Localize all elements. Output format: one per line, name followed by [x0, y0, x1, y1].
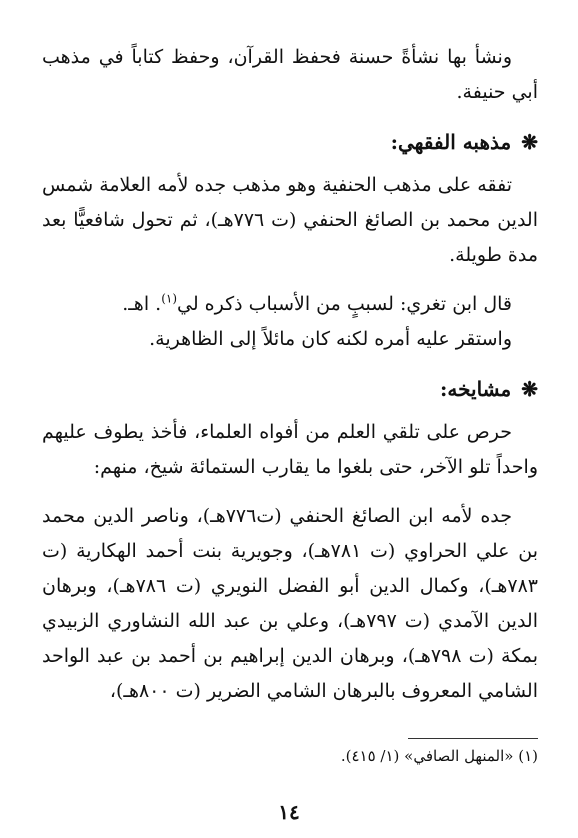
madhhab-paragraph-2 [42, 287, 538, 322]
page-number: ١٤ [278, 800, 300, 824]
footnotes-section [42, 738, 538, 767]
star-bullet-icon: ❋ [521, 130, 538, 154]
heading-madhhab [42, 124, 538, 160]
shuyukh-paragraph-1: حرص على تلقي العلم من أفواه العلماء، فأخذ يطوف عليهم واحداً تلو الآخر، حتى بلغوا ما يقارب الستمائة شيخ، منهم: [42, 421, 538, 478]
heading-shuyukh-text: مشايخه: [440, 377, 512, 401]
footnote-1: (١) «المنهل الصافي» (١/ ٤١٥). [340, 747, 538, 765]
footnote-divider [408, 738, 538, 739]
quote-end: . اهـ. [122, 293, 162, 315]
footnote-reference: (١) [161, 291, 178, 306]
heading-shuyukh [42, 371, 538, 407]
madhhab-paragraph-3: واستقر عليه أمره لكنه كان مائلاً إلى الظاهرية. [149, 328, 512, 350]
heading-madhhab-text: مذهبه الفقهي: [390, 130, 512, 154]
madhhab-paragraph-1: تفقه على مذهب الحنفية وهو مذهب جده لأمه العلامة شمس الدين محمد بن الصائغ الحنفي (ت ٧٧٦هـ)، ثم تحول شافعيًّا بعد مدة طويلة. [42, 174, 538, 266]
quote-text: قال ابن تغري: لسببٍ من الأسباب ذكره لي [177, 293, 512, 315]
intro-paragraph: ونشأ بها نشأةً حسنة فحفظ القرآن، وحفظ كتاباً في مذهب أبي حنيفة. [42, 46, 538, 103]
star-bullet-icon: ❋ [521, 377, 538, 401]
shuyukh-paragraph-2: جده لأمه ابن الصائغ الحنفي (ت٧٧٦هـ)، وناصر الدين محمد بن علي الحراوي (ت ٧٨١هـ)، وجويرية بنت أحمد الهكارية (ت ٧٨٣هـ)، وكمال الدين أبو الفضل النويري (ت ٧٨٦هـ)، وبرهان الدين الآمدي (ت ٧٩٧هـ)، وعلي بن عبد الله النشاوري الزبيدي بمكة (ت ٧٩٨هـ)، وبرهان الدين إبراهيم بن أحمد بن عبد الواحد الشامي المعروف بالبرهان الشامي الضرير (ت ٨٠٠هـ)، [42, 505, 538, 702]
main-text [42, 40, 538, 709]
